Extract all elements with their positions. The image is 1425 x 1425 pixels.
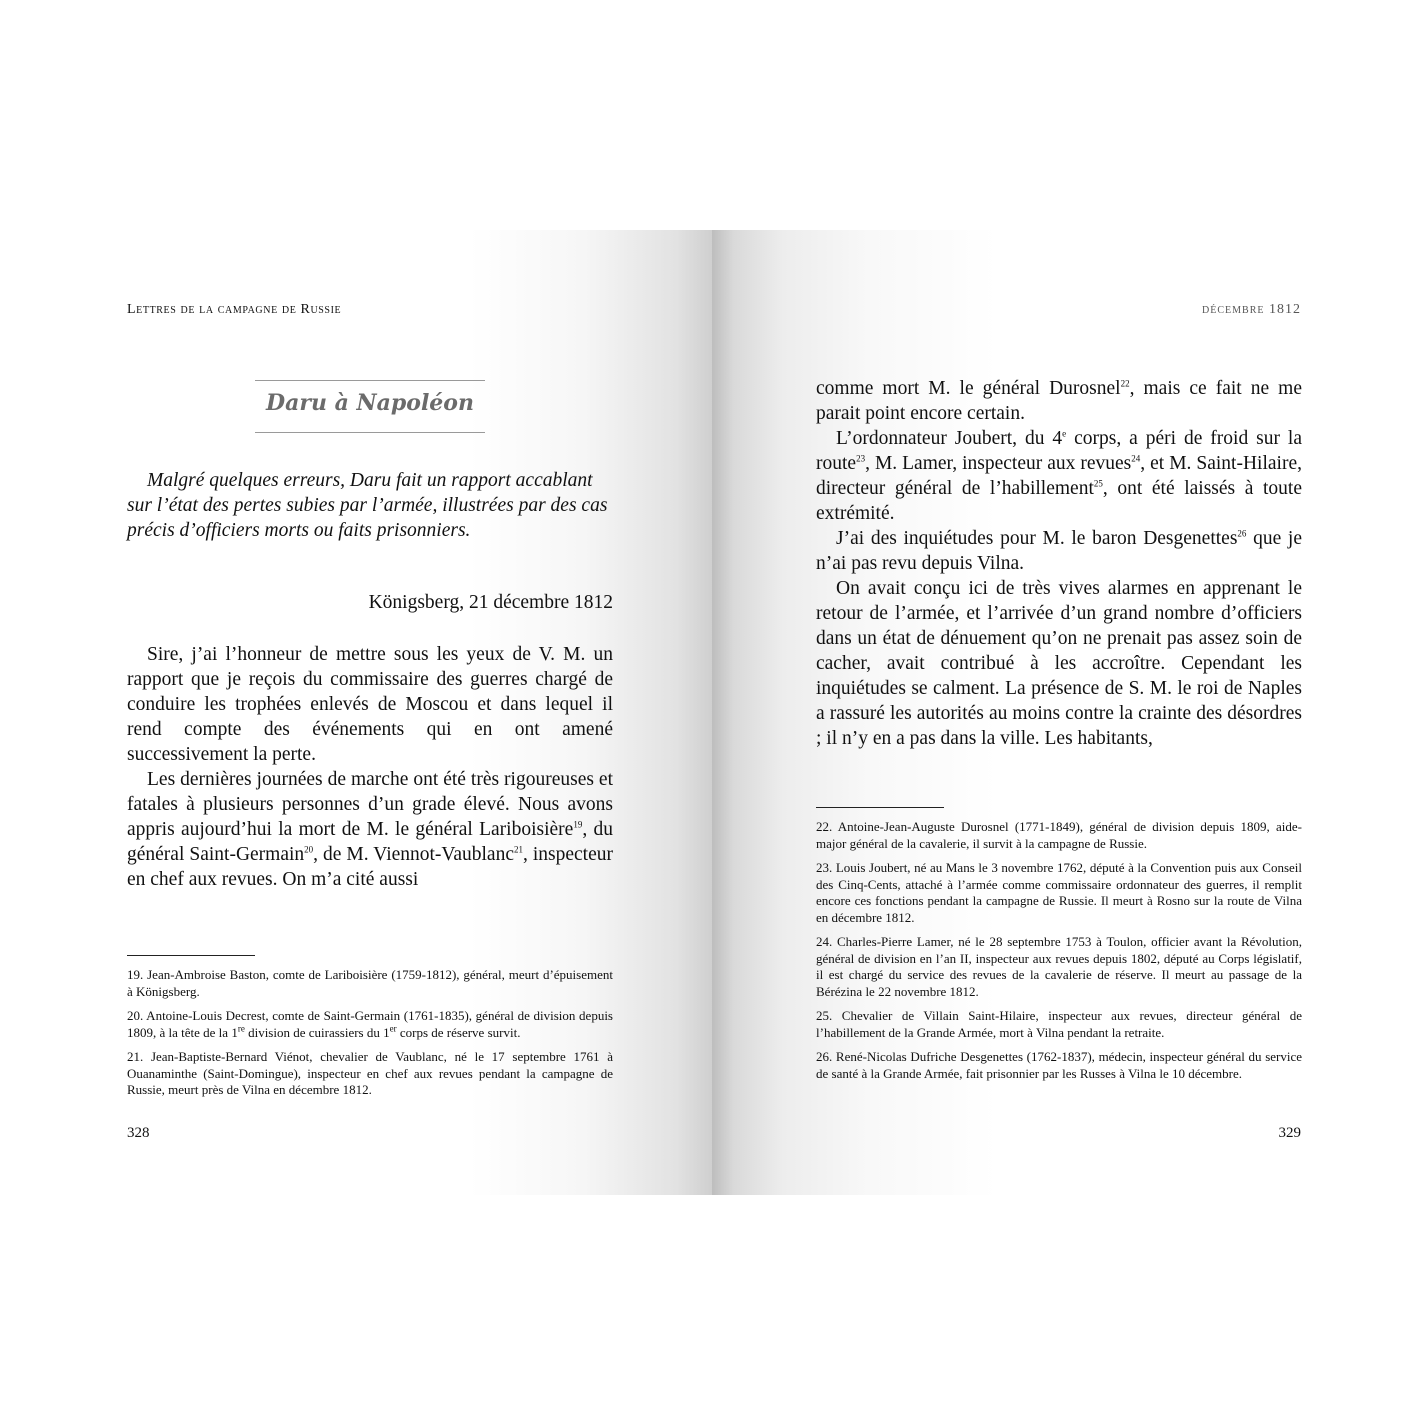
running-head-left: Lettres de la campagne de Russie bbox=[127, 302, 342, 317]
footnote-ref[interactable]: 20 bbox=[304, 844, 314, 855]
paragraph: On avait conçu ici de très vives alarmes en apprenant le retour de l’armée, et l’arrivée d’un grand nombre d’officiers dans un état de dénuement qu’on ne prenait pas assez soin de cacher, avait contribué à les accroître. Cependant les inquiétudes se calment. La présence de S. M. le roi de Naples a rassuré les autorités au moins contre la crainte des désordres ; il n’y en a pas dans la ville. Les habitants, bbox=[816, 578, 1302, 749]
footnote-rule bbox=[816, 807, 944, 808]
footnote-ref[interactable]: 24 bbox=[1131, 453, 1141, 464]
chapter-title: Daru à Napoléon bbox=[266, 390, 474, 416]
footnote: 26. René-Nicolas Dufriche Desgenettes (1762-1837), médecin, inspecteur général du service de santé à la Grande Armée, fait prisonnier par les Russes à Vilna le 10 décembre. bbox=[816, 1049, 1302, 1081]
footnote: 23. Louis Joubert, né au Mans le 3 novembre 1762, député à la Convention puis aux Conseil des Cinq-Cents, attaché à l’armée comme commissaire ordonnateur des guerres, il remplit encore ces fonctions pendant la campagne de Russie. Il meurt à Rosno sur la route de Vilna en décembre 1812. bbox=[816, 860, 1302, 925]
paragraph: Sire, j’ai l’honneur de mettre sous les yeux de V. M. un rapport que je reçois du commissaire des guerres chargé de conduire les trophées enlevés de Moscou et dans lequel il rend compte des événements qui en ont amené successivement la perte. bbox=[127, 644, 613, 765]
footnote: 21. Jean-Baptiste-Bernard Viénot, chevalier de Vaublanc, né le 17 septembre 1761 à Ouanaminthe (Saint-Domingue), inspecteur en chef aux revues pendant la campagne de Russie, meurt près de Vilna en décembre 1812. bbox=[127, 1049, 613, 1097]
running-head-right: décembre 1812 bbox=[1202, 302, 1301, 317]
dateline: Königsberg, 21 décembre 1812 bbox=[368, 592, 613, 613]
footnote-rule bbox=[127, 955, 255, 956]
right-page bbox=[712, 230, 1425, 1195]
footnote: 20. Antoine-Louis Decrest, comte de Saint-Germain (1761-1835), général de division depuis 1809, à la tête de la 1re division de cuirassiers du 1er corps de réserve survit. bbox=[127, 1008, 613, 1040]
left-body-text bbox=[127, 642, 613, 892]
right-body-text bbox=[816, 376, 1302, 751]
paragraph: comme mort M. le général Durosnel$^{22}$, mais ce fait ne me parait point encore certain. bbox=[816, 378, 1302, 424]
paragraph: J’ai des inquiétudes pour M. le baron Desgenettes$^{26}$ que je n’ai pas revu depuis Vilna. bbox=[816, 528, 1302, 574]
footnote: 24. Charles-Pierre Lamer, né le 28 septembre 1753 à Toulon, officier avant la Révolution, général de division en l’an II, inspecteur aux revues depuis 1802, député au Corps législatif, il est chargé du service des revues de la cavalerie de réserve. Il meurt au passage de la Bérézina le 22 novembre 1812. bbox=[816, 934, 1302, 999]
footnote-ref[interactable]: 25 bbox=[1093, 478, 1103, 489]
title-rule-bottom bbox=[255, 432, 485, 433]
footnote-ref[interactable]: 26 bbox=[1237, 528, 1247, 539]
footnote-ref[interactable]: 19 bbox=[573, 819, 583, 830]
footnote: 19. Jean-Ambroise Baston, comte de Lariboisière (1759-1812), général, meurt d’épuisement à Königsberg. bbox=[127, 967, 613, 999]
footnote-ref[interactable]: 21 bbox=[513, 844, 523, 855]
footnote-ref[interactable]: 22 bbox=[1120, 378, 1130, 389]
book-spread bbox=[0, 230, 1425, 1195]
paragraph: Les dernières journées de marche ont été très rigoureuses et fatales à plusieurs personnes d’un grade élevé. Nous avons appris aujourd’hui la mort de M. le général Lariboisière$^{19}$, du général Saint-Germain$^{20}$, de M. Viennot-Vaublanc$^{21}$, inspecteur en chef aux revues. On m’a cité aussi bbox=[127, 769, 613, 890]
page-number-left: 328 bbox=[127, 1125, 150, 1141]
right-footnotes bbox=[816, 819, 1302, 1090]
footnote: 22. Antoine-Jean-Auguste Durosnel (1771-1849), général de division depuis 1809, aide-major général de la cavalerie, il survit à la campagne de Russie. bbox=[816, 819, 1302, 851]
chapter-intro: Malgré quelques erreurs, Daru fait un rapport accablant sur l’état des pertes subies par l’armée, illustrées par des cas précis d’officiers morts ou faits prisonniers. bbox=[127, 470, 608, 541]
left-footnotes bbox=[127, 967, 613, 1107]
footnote-ref[interactable]: 23 bbox=[856, 453, 866, 464]
paragraph: L’ordonnateur Joubert, du 4e corps, a péri de froid sur la route$^{23}$, M. Lamer, inspecteur aux revues$^{24}$, et M. Saint-Hilaire, directeur général de l’habillement$^{25}$, ont été laissés à toute extrémité. bbox=[816, 428, 1302, 524]
title-rule-top bbox=[255, 380, 485, 381]
footnote: 25. Chevalier de Villain Saint-Hilaire, inspecteur aux revues, directeur général de l’habillement de la Grande Armée, mort à Vilna pendant la retraite. bbox=[816, 1008, 1302, 1040]
page-number-right: 329 bbox=[1278, 1125, 1301, 1141]
left-page bbox=[0, 230, 712, 1195]
